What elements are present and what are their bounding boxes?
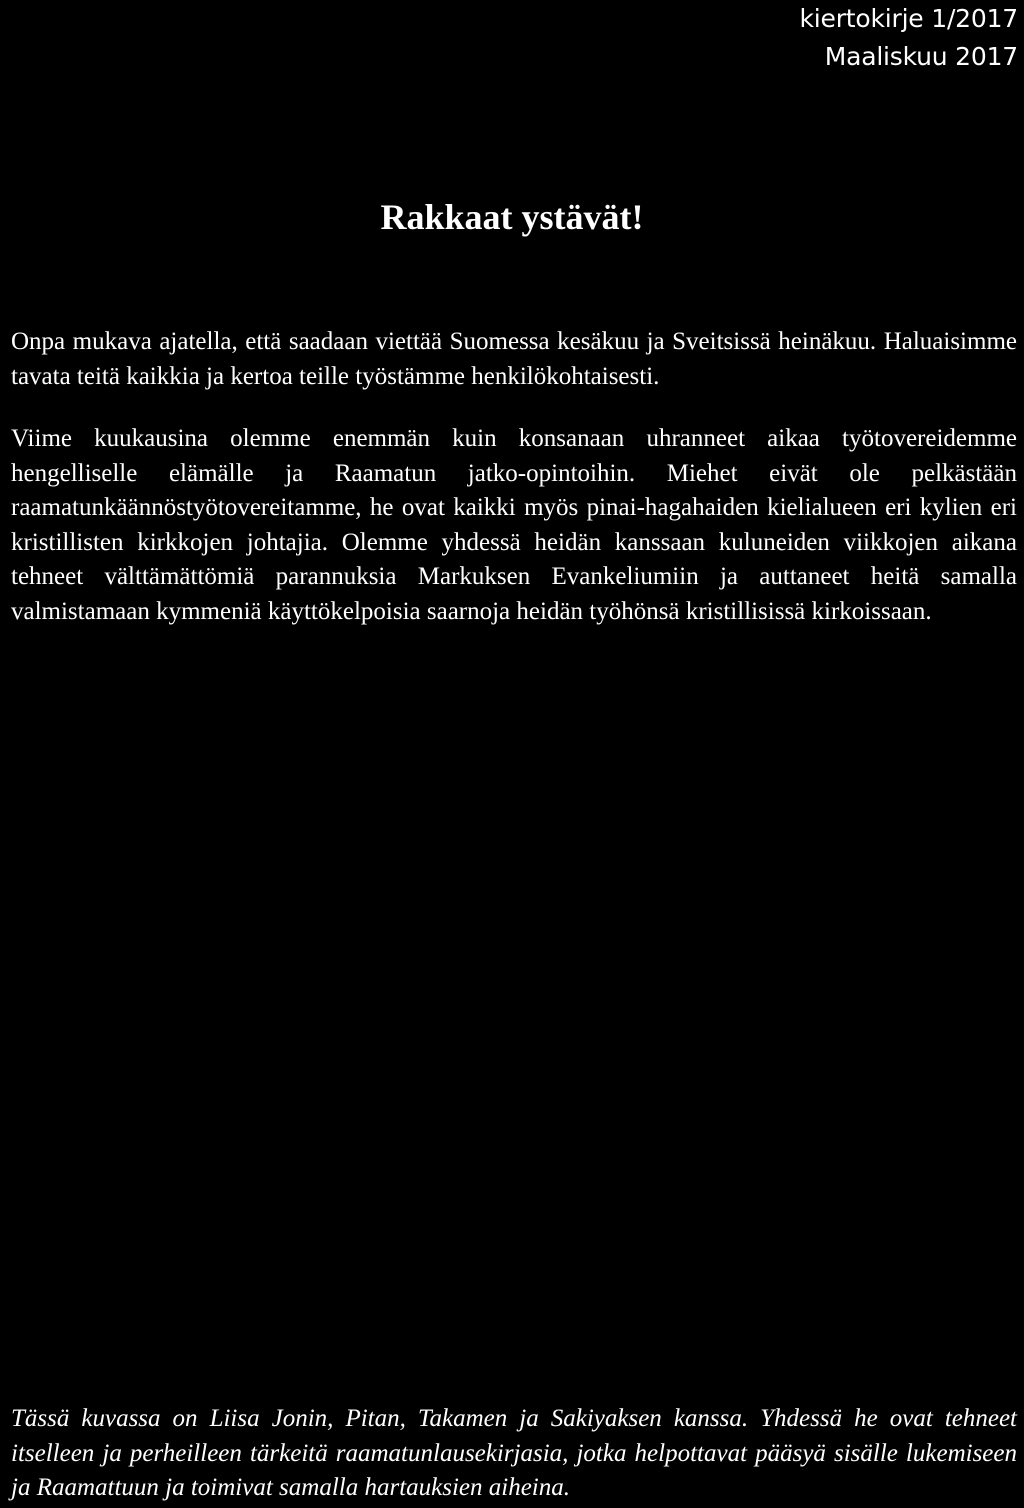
body-paragraph-1: Onpa mukava ajatella, että saadaan viettää Suomessa kesäkuu ja Sveitsissä heinäkuu. Haluaisimme tavata teitä kaikkia ja kertoa teille työstämme henkilökohtaisesti. [11,328,1017,390]
letter-header [799,0,1018,76]
photo-caption: Tässä kuvassa on Liisa Jonin, Pitan, Takamen ja Sakiyaksen kanssa. Yhdessä he ovat tehneet itselleen ja perheilleen tärkeitä raamatunlausekirjasia, jotka helpottavat pääsyä sisälle lukemiseen ja Raamattuun ja toimivat samalla hartauksien aiheina. [11,1405,1017,1501]
body-paragraph-2: Viime kuukausina olemme enemmän kuin konsanaan uhranneet aikaa työtovereidemme hengelliselle elämälle ja Raamatun jatko-opintoihin. Miehet eivät ole pelkästään raamatunkäännöstyötovereitamme, he ovat kaikki myös pinai-hagahaiden kielialueen eri kylien eri kristillisten kirkkojen johtajia. Olemme yhdessä heidän kanssaan kuluneiden viikkojen aikana tehneet välttämättömiä parannuksia Markuksen Evankeliumiin ja auttaneet heitä samalla valmistamaan kymmeniä käyttökelpoisia saarnoja heidän työhönsä kristillisissä kirkoissaan. [11,425,1017,625]
letter-date: Maaliskuu 2017 [824,42,1018,71]
letter-greeting: Rakkaat ystävät! [380,197,644,237]
circular-number: kiertokirje 1/2017 [799,4,1018,33]
